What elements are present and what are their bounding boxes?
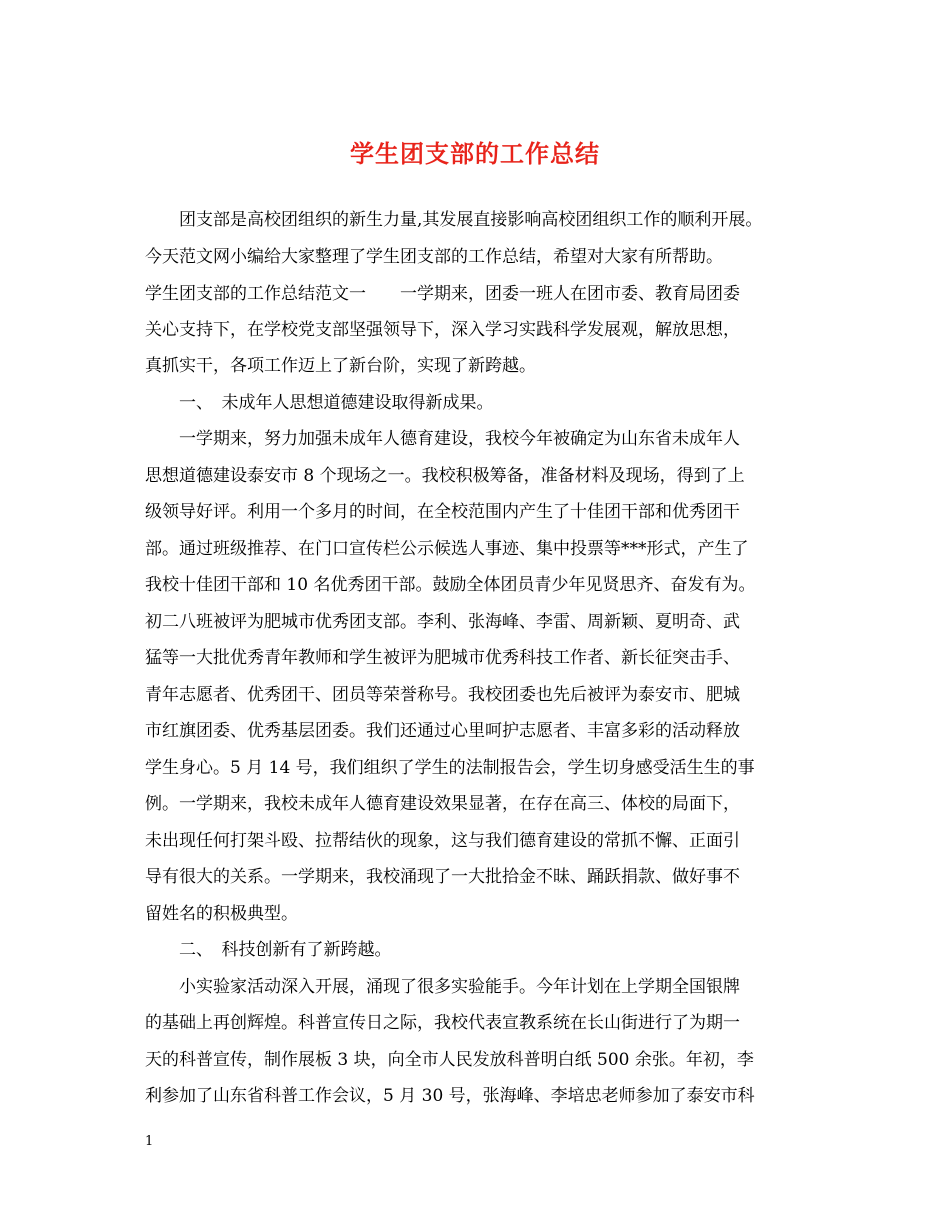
- body-line: 一学期来，努力加强未成年人德育建设，我校今年被确定为山东省未成年人: [145, 429, 740, 449]
- body-line: 天的科普宣传，制作展板 3 块，向全市人民发放科普明白纸 500 余张。年初，李: [145, 1050, 754, 1070]
- body-line: 关心支持下，在学校党支部坚强领导下，深入学习实践科学发展观，解放思想，: [145, 320, 740, 340]
- body-line: 例。一学期来，我校未成年人德育建设效果显著，在存在高三、体校的局面下，: [145, 794, 740, 814]
- body-line: 留姓名的积极典型。: [145, 904, 298, 924]
- body-line: 级领导好评。利用一个多月的时间，在全校范围内产生了十佳团干部和优秀团干: [145, 502, 740, 522]
- section-heading: 二、 科技创新有了新跨越。: [145, 940, 392, 960]
- body-line: 未出现任何打架斗殴、拉帮结伙的现象，这与我们德育建设的常抓不懈、正面引: [145, 831, 740, 851]
- body-line: 部。通过班级推荐、在门口宣传栏公示候选人事迹、集中投票等***形式，产生了: [145, 539, 749, 559]
- body-line: 小实验家活动深入开展，涌现了很多实验能手。今年计划在上学期全国银牌: [145, 977, 740, 997]
- body-line: 团支部是高校团组织的新生力量,其发展直接影响高校团组织工作的顺利开展。: [145, 210, 763, 230]
- body-line: 学生团支部的工作总结范文一 一学期来，团委一班人在团市委、教育局团委: [145, 284, 740, 304]
- body-line: 真抓实干，各项工作迈上了新台阶，实现了新跨越。: [145, 356, 536, 376]
- body-line: 今天范文网小编给大家整理了学生团支部的工作总结，希望对大家有所帮助。: [145, 247, 723, 267]
- section-heading: 一、 未成年人思想道德建设取得新成果。: [145, 393, 494, 413]
- body-line: 思想道德建设泰安市 8 个现场之一。我校积极筹备，准备材料及现场，得到了上: [145, 466, 745, 486]
- body-line: 学生身心。5 月 14 号，我们组织了学生的法制报告会，学生切身感受活生生的事: [145, 758, 755, 778]
- body-line: 的基础上再创辉煌。科普宣传日之际，我校代表宣教系统在长山街进行了为期一: [145, 1013, 740, 1033]
- body-line: 初二八班被评为肥城市优秀团支部。李利、张海峰、李雷、周新颖、夏明奇、武: [145, 612, 740, 632]
- body-line: 利参加了山东省科普工作会议，5 月 30 号，张海峰、李培忠老师参加了泰安市科: [145, 1086, 755, 1106]
- document-title: 学生团支部的工作总结: [350, 140, 600, 168]
- body-line: 导有很大的关系。一学期来，我校涌现了一大批拾金不昧、踊跃捐款、做好事不: [145, 867, 740, 887]
- body-line: 市红旗团委、优秀基层团委。我们还通过心里呵护志愿者、丰富多彩的活动释放: [145, 721, 740, 741]
- body-line: 青年志愿者、优秀团干、团员等荣誉称号。我校团委也先后被评为泰安市、肥城: [145, 685, 740, 705]
- page-number: 1: [145, 1134, 154, 1149]
- body-line: 猛等一大批优秀青年教师和学生被评为肥城市优秀科技工作者、新长征突击手、: [145, 648, 740, 668]
- body-line: 我校十佳团干部和 10 名优秀团干部。鼓励全体团员青少年见贤思齐、奋发有为。: [145, 575, 756, 595]
